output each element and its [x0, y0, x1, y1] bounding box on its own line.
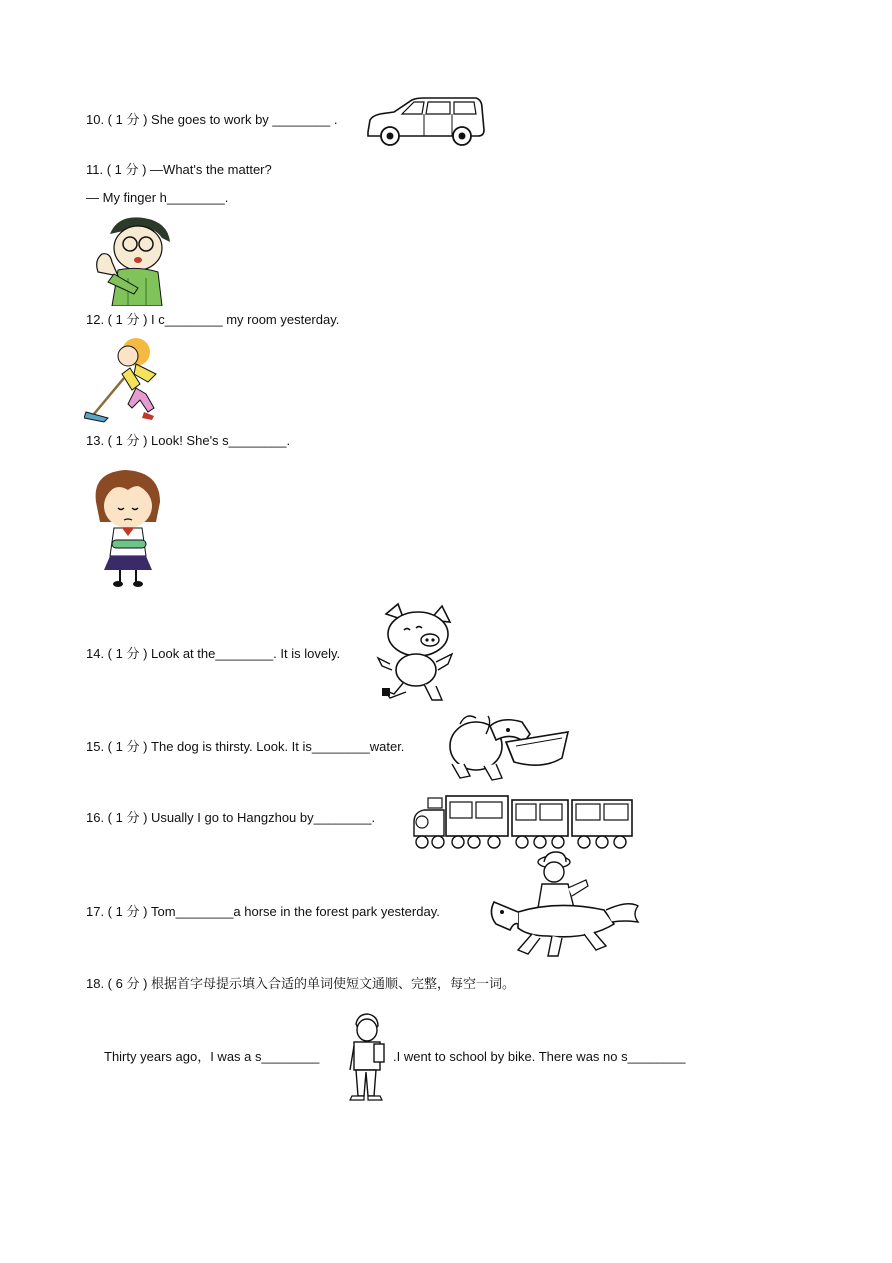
pig-icon: [376, 600, 458, 704]
question-17: 17. ( 1 分 ) Tom________a horse in the forest park yesterday.: [86, 904, 440, 919]
train-icon: [410, 792, 636, 850]
question-15: 15. ( 1 分 ) The dog is thirsty. Look. It is________water.: [86, 739, 405, 754]
question-10: 10. ( 1 分 ) She goes to work by ________ .: [86, 112, 338, 127]
dog-drinking-icon: [446, 712, 572, 784]
boy-riding-horse-icon: [488, 850, 644, 960]
passage-after: .I went to school by bike. There was no s________: [393, 1049, 686, 1064]
question-13: 13. ( 1 分 ) Look! She's s________.: [86, 433, 291, 448]
question-16: 16. ( 1 分 ) Usually I go to Hangzhou by________.: [86, 810, 376, 825]
passage-before: Thirty years ago，I was a s________: [104, 1049, 320, 1064]
girl-mopping-icon: [84, 334, 176, 426]
boy-hurt-finger-icon: [88, 212, 178, 306]
student-icon: [344, 1012, 388, 1102]
question-11: 11. ( 1 分 ) —What's the matter?: [86, 162, 272, 177]
question-12: 12. ( 1 分 ) I c________ my room yesterday.: [86, 312, 340, 327]
sad-girl-icon: [86, 466, 170, 588]
car-icon: [364, 94, 488, 148]
question-14: 14. ( 1 分 ) Look at the________. It is lovely.: [86, 646, 341, 661]
question-11-answer: — My finger h________.: [86, 190, 229, 205]
question-18: 18. ( 6 分 ) 根据首字母提示填入合适的单词使短文通顺、完整，每空一词。: [86, 976, 516, 991]
